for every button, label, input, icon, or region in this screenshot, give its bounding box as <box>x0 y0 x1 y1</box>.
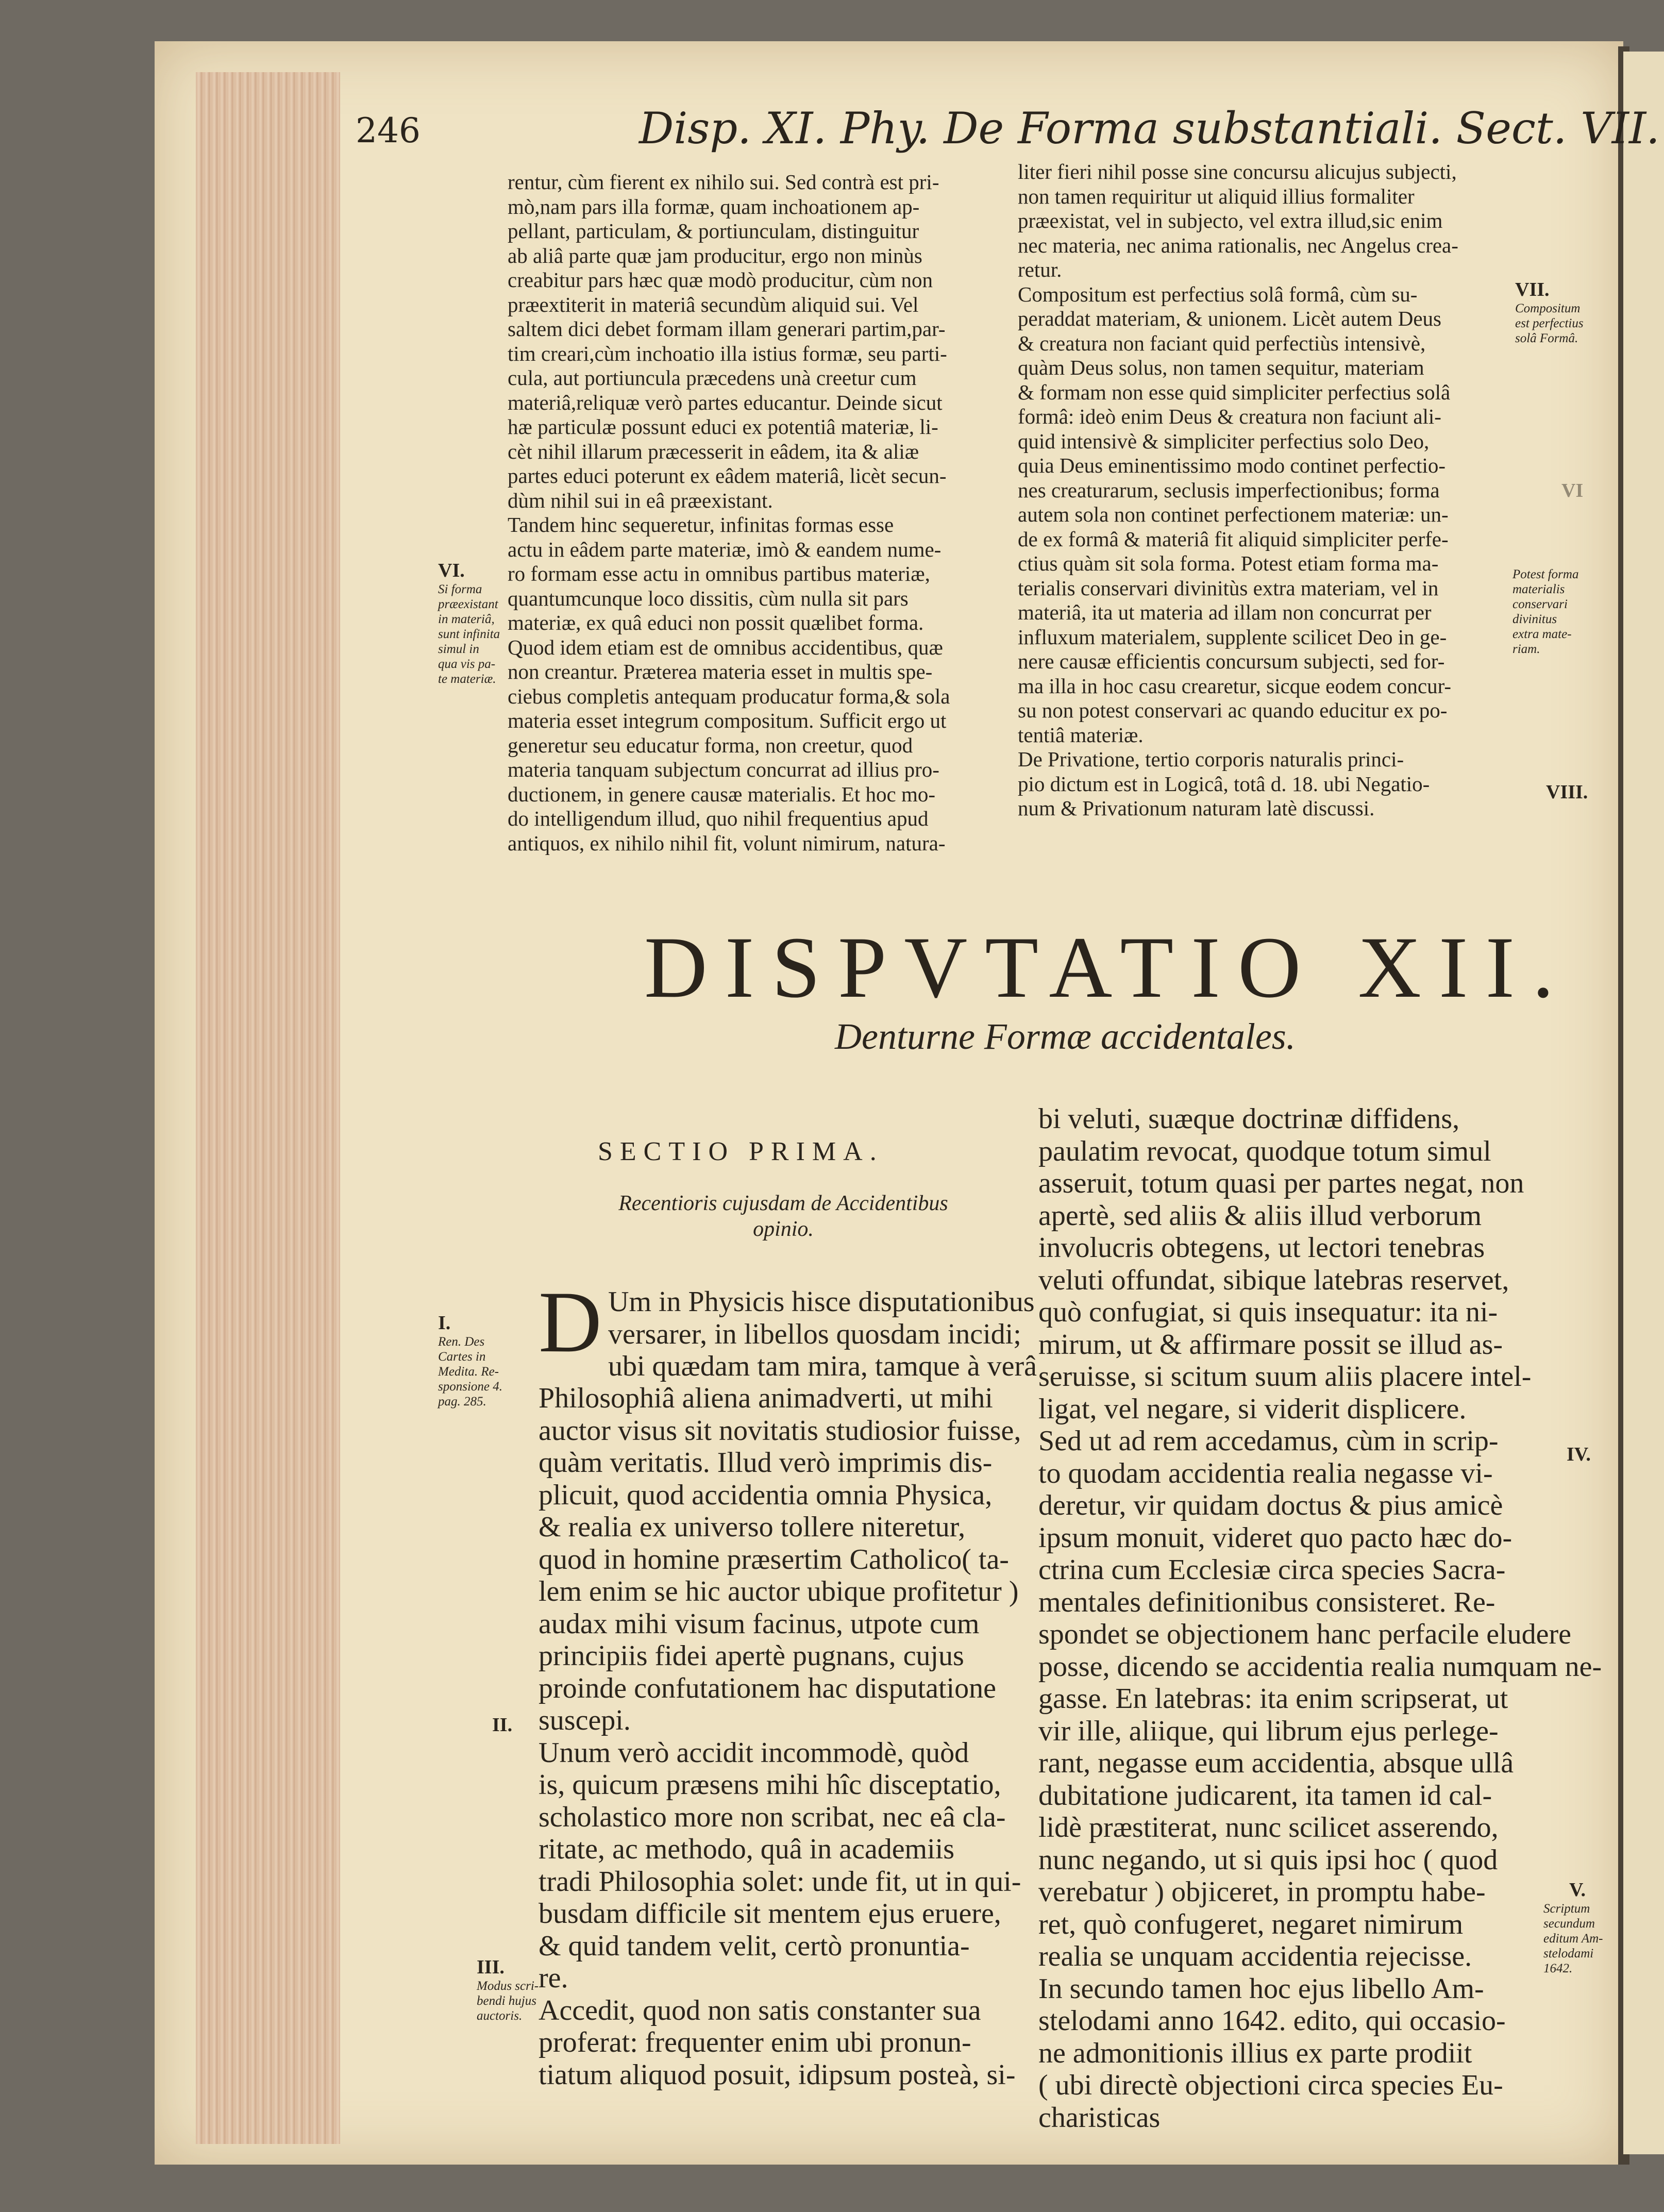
drop-capital: D <box>539 1273 602 1370</box>
text-line: peraddat materiam, & unionem. Licèt autem Deus <box>1018 307 1441 330</box>
margin-line: materialis <box>1512 582 1565 596</box>
text-line: ritate, ac methodo, quâ in academiis <box>539 1833 955 1865</box>
text-line: antiquos, ex nihilo nihil fit, volunt nimirum, natura- <box>508 831 946 855</box>
section-subheading-line-2: opinio. <box>753 1217 814 1241</box>
text-line: præextiterit in materiâ secundùm aliquid sui. Vel <box>508 292 919 316</box>
text-line: mirum, ut & affirmare possit se illud as- <box>1038 1328 1503 1361</box>
margin-numeral: VII. <box>1515 279 1550 300</box>
margin-line: sunt infinita <box>438 627 500 641</box>
text-line: asseruit, totum quasi per partes negat, non <box>1038 1167 1524 1199</box>
margin-line: divinitus <box>1512 612 1557 626</box>
text-line: ipsum monuit, videret quo pacto hæc do- <box>1038 1521 1512 1554</box>
margin-numeral: III. <box>477 1956 505 1978</box>
text-line: nec materia, nec anima rationalis, nec Angelus crea- <box>1018 233 1458 257</box>
margin-line: qua vis pa- <box>438 657 496 671</box>
text-line: tentiâ materiæ. <box>1018 723 1144 747</box>
text-line: dùm nihil sui in eâ præexistant. <box>508 488 773 512</box>
text-line: quàm veritatis. Illud verò imprimis dis- <box>539 1447 993 1479</box>
text-line: tim creari,cùm inchoatio illa istius formæ, seu parti- <box>508 341 947 365</box>
text-line: verebatur ) objiceret, in promptu habe- <box>1038 1876 1486 1908</box>
margin-note-text <box>1512 567 1598 657</box>
text-line: cèt nihil illarum præcesserit in eâdem, ita & aliæ <box>508 439 919 463</box>
text-line: principiis fidei apertè pugnans, cujus <box>539 1640 964 1672</box>
section-subheading <box>546 1191 1020 1242</box>
text-line: In secundo tamen hoc ejus libello Am- <box>1038 1972 1484 2005</box>
text-line: involucris obtegens, ut lectori tenebras <box>1038 1232 1485 1264</box>
margin-line: riam. <box>1512 642 1540 656</box>
margin-line: stelodami <box>1543 1947 1594 1960</box>
margin-line: Scriptum <box>1543 1902 1590 1916</box>
text-line: ro formam esse actu in omnibus partibus materiæ, <box>508 562 930 585</box>
page-edges <box>196 72 340 2144</box>
text-line: gasse. En latebras: ita enim scripserat, ut <box>1038 1683 1508 1715</box>
margin-line: præexistant <box>438 597 498 611</box>
margin-note-vi <box>438 559 505 686</box>
text-line: nunc negando, ut si quis ipsi hoc ( quod <box>1038 1844 1498 1876</box>
margin-note-text <box>477 1979 554 2023</box>
text-line: pellant, particulam, & portiunculam, distinguitur <box>508 219 919 243</box>
margin-note-text <box>1515 301 1598 346</box>
margin-numeral: VI. <box>438 560 465 581</box>
text-line: proinde confutationem hac disputatione <box>539 1672 996 1704</box>
text-line: formâ: ideò enim Deus & creatura non faciunt ali- <box>1018 405 1441 428</box>
text-line: is, quicum præsens mihi hîc disceptatio, <box>539 1769 1001 1801</box>
text-line: Um in Physicis hisce disputationibus <box>608 1286 1035 1318</box>
section-heading: SECTIO PRIMA. <box>598 1137 884 1166</box>
text-line: ma illa in hoc casu crearetur, sicque eodem concur- <box>1018 674 1452 698</box>
margin-numeral-viii: VIII. <box>1546 781 1588 803</box>
text-line: num & Privationum naturam latè discussi. <box>1018 796 1375 820</box>
running-title: Disp. XI. Phy. De Forma substantiali. Sect. VII. <box>639 103 1660 154</box>
text-line: ligat, vel negare, si viderit displicere. <box>1038 1393 1467 1425</box>
text-line: deretur, vir quidam doctus & pius amicè <box>1038 1489 1503 1521</box>
margin-numeral-faint: VI <box>1561 480 1584 501</box>
text-line: nere causæ efficientis concursum subjecti, sed for- <box>1018 649 1445 673</box>
page-number: 246 <box>356 111 421 150</box>
text-line: materiæ, ex quâ educi non possit quælibet forma. <box>508 611 924 634</box>
margin-note-text <box>1543 1901 1626 1976</box>
margin-note-text <box>438 582 505 686</box>
text-line: materiâ,reliquæ verò partes educantur. Deinde sicut <box>508 390 943 414</box>
margin-line: Medita. Re- <box>438 1365 499 1379</box>
text-line: liter fieri nihil posse sine concursu alicujus subjecti, <box>1018 160 1457 183</box>
text-line: rant, negasse eum accidentia, absque ullâ <box>1038 1747 1514 1779</box>
margin-numeral-iv: IV. <box>1567 1444 1591 1465</box>
text-line: Compositum est perfectius solâ formâ, cùm su- <box>1018 282 1418 306</box>
text-line: Philosophiâ aliena animadverti, ut mihi <box>539 1382 993 1414</box>
margin-line: conservari <box>1512 597 1568 611</box>
margin-numeral-ii: II. <box>492 1714 513 1736</box>
text-line: De Privatione, tertio corporis naturalis princi- <box>1018 747 1404 771</box>
text-line: Unum verò accidit incommodè, quòd <box>539 1736 969 1769</box>
text-line: versarer, in libellos quosdam incidi; <box>608 1318 1021 1350</box>
text-line: paulatim revocat, quodque totum simul <box>1038 1135 1491 1167</box>
text-line: tradi Philosophia solet: unde fit, ut in qui- <box>539 1865 1021 1898</box>
text-line: su non potest conservari ac quando educitur ex po- <box>1018 698 1448 722</box>
text-column-right-top <box>1018 160 1512 821</box>
text-line: ductionem, in genere causæ materialis. Et hoc mo- <box>508 782 935 806</box>
margin-numeral: I. <box>438 1312 451 1334</box>
text-line: Tandem hinc sequeretur, infinitas formas esse <box>508 513 894 537</box>
text-line: realia se unquam accidentia rejecisse. <box>1038 1940 1472 1972</box>
margin-note-iii <box>477 1956 554 2023</box>
text-line: to quodam accidentia realia negasse vi- <box>1038 1457 1493 1489</box>
text-line: proferat: frequenter enim ubi pronun- <box>539 2026 971 2058</box>
text-line: ubi quædam tam mira, tamque à verâ <box>608 1350 1037 1382</box>
text-line: lidè præstiterat, nunc scilicet asserendo, <box>1038 1812 1499 1844</box>
text-line: materia tanquam subjectum concurrat ad illius pro- <box>508 758 939 781</box>
margin-line: sponsione 4. <box>438 1380 502 1394</box>
margin-line: Modus scri- <box>477 1979 539 1993</box>
text-line: re. <box>539 1962 568 1994</box>
margin-note-text <box>438 1334 520 1409</box>
text-line: Accedit, quod non satis constanter sua <box>539 1994 981 2026</box>
text-line: actu in eâdem parte materiæ, imò & eandem nume- <box>508 537 942 561</box>
text-line: generetur seu educatur forma, non creetur, quod <box>508 733 913 757</box>
disputatio-subtitle: Denturne Formæ accidentales. <box>835 1016 1296 1057</box>
text-line: ab aliâ parte quæ jam producitur, ergo non minùs <box>508 243 922 267</box>
margin-note-vii <box>1515 278 1598 346</box>
text-line: spondet se objectionem hanc perfacile eludere <box>1038 1618 1571 1650</box>
text-line: stelodami anno 1642. edito, qui occasio- <box>1038 2005 1506 2037</box>
text-line: materia esset integrum compositum. Sufficit ergo ut <box>508 709 947 732</box>
margin-line: Ren. Des <box>438 1335 485 1349</box>
text-line: veluti offundat, sibique latebras reservet, <box>1038 1264 1509 1296</box>
margin-note-i <box>438 1312 520 1409</box>
text-line: de ex formâ & materiâ fit aliquid simpliciter perfe- <box>1018 527 1449 551</box>
margin-line: Si forma <box>438 582 482 596</box>
text-line: non tamen requiritur ut aliquid illius formaliter <box>1018 184 1415 208</box>
text-line: materiâ, ita ut materia ad illam non concurrat per <box>1018 600 1432 624</box>
margin-line: Cartes in <box>438 1350 486 1364</box>
margin-line: in materiâ, <box>438 612 495 626</box>
text-line: quàm Deus solus, non tamen sequitur, materiam <box>1018 356 1424 379</box>
text-line: do intelligendum illud, quo nihil frequentius apud <box>508 807 929 830</box>
text-line: quod in homine præsertim Catholico( ta- <box>539 1543 1009 1576</box>
text-line: cula, aut portiuncula præcedens unà creetur cum <box>508 366 917 390</box>
text-line: tiatum aliquod posuit, idipsum posteà, si- <box>539 2058 1016 2091</box>
text-column-left-bottom-indented <box>608 1286 1037 1383</box>
text-line: & quid tandem velit, certò pronuntia- <box>539 1930 970 1962</box>
text-line: præexistat, vel in subjecto, vel extra illud,sic enim <box>1018 209 1443 232</box>
margin-numeral: V. <box>1569 1879 1586 1901</box>
margin-line: solâ Formâ. <box>1515 331 1578 345</box>
text-line: pio dictum est in Logicâ, totâ d. 18. ubi Negatio- <box>1018 772 1430 796</box>
text-line: partes educi poterunt ex eâdem materiâ, licèt secun- <box>508 464 947 488</box>
text-line: audax mihi visum facinus, utpote cum <box>539 1607 980 1640</box>
text-line: autem sola non continet perfectionem materiæ: un- <box>1018 502 1449 526</box>
text-line: quid intensivè & simpliciter perfectius solo Deo, <box>1018 429 1430 453</box>
margin-line: te materiæ. <box>438 672 496 686</box>
text-line: quantumcunque loco dissitis, cùm nulla sit pars <box>508 586 909 610</box>
margin-note-v <box>1543 1879 1626 1976</box>
text-line: saltem dici debet formam illam generari partim,par- <box>508 317 946 341</box>
text-column-left-bottom <box>539 1382 1023 2091</box>
text-line: mentales definitionibus consisteret. Re- <box>1038 1586 1495 1618</box>
text-line: & creatura non faciant quid perfectiùs intensivè, <box>1018 331 1426 355</box>
text-line: influxum materialem, supplente scilicet Deo in ge- <box>1018 625 1447 649</box>
text-line: quia Deus eminentissimo modo continet perfectio- <box>1018 454 1446 477</box>
margin-line: extra mate- <box>1512 627 1572 641</box>
text-line: ctius quàm sit sola forma. Potest etiam forma ma- <box>1018 551 1439 575</box>
text-line: & formam non esse quid simpliciter perfectius solâ <box>1018 380 1451 404</box>
text-line: nes creaturarum, seclusis imperfectionibus; forma <box>1018 478 1440 502</box>
text-line: rentur, cùm fierent ex nihilo sui. Sed contrà est pri- <box>508 170 939 194</box>
margin-line: 1642. <box>1543 1962 1573 1975</box>
text-line: auctor visus sit novitatis studiosior fuisse, <box>539 1414 1021 1447</box>
text-line: terialis conservari divinitùs extra materiam, vel in <box>1018 576 1439 600</box>
text-line: ciebus completis antequam producatur forma,& sola <box>508 684 950 708</box>
text-line: Sed ut ad rem accedamus, cùm in scrip- <box>1038 1425 1499 1457</box>
margin-line: Compositum <box>1515 301 1581 315</box>
text-line: vir ille, aliique, qui librum ejus perlege- <box>1038 1715 1499 1747</box>
margin-line: Potest forma <box>1512 567 1579 581</box>
text-line: ne admonitionis illius ex parte prodiit <box>1038 2037 1472 2069</box>
margin-line: editum Am- <box>1543 1932 1603 1946</box>
text-line: retur. <box>1018 258 1062 281</box>
text-line: bi veluti, suæque doctrinæ diffidens, <box>1038 1103 1460 1135</box>
text-line: non creantur. Præterea materia esset in multis spe- <box>508 660 933 683</box>
text-line: scholastico more non scribat, nec eâ cla- <box>539 1801 1006 1833</box>
text-line: ( ubi directè objectioni circa species Eu- <box>1038 2069 1503 2101</box>
facing-page-edge <box>1623 52 1664 2154</box>
text-line: plicuit, quod accidentia omnia Physica, <box>539 1479 993 1511</box>
text-line: quò confugiat, si quis insequatur: ita ni- <box>1038 1296 1498 1328</box>
margin-line: simul in <box>438 642 479 656</box>
text-line: lem enim se hic auctor ubique profitetur ) <box>539 1576 1019 1607</box>
margin-line: bendi hujus <box>477 1994 536 2008</box>
text-line: Quod idem etiam est de omnibus accidentibus, quæ <box>508 635 943 659</box>
margin-line: est perfectius <box>1515 316 1584 330</box>
disputatio-title: DISPVTATIO XII. <box>644 919 1572 1016</box>
margin-note-potest <box>1512 567 1598 657</box>
margin-line: auctoris. <box>477 2009 523 2023</box>
text-line: & realia ex universo tollere niteretur, <box>539 1511 966 1543</box>
text-column-left-top <box>508 170 1002 856</box>
margin-line: secundum <box>1543 1917 1595 1931</box>
text-line: mò,nam pars illa formæ, quam inchoationem ap- <box>508 194 920 219</box>
text-line: busdam difficile sit mentem ejus eruere, <box>539 1898 1001 1930</box>
text-line: seruisse, si scitum suum aliis placere intel- <box>1038 1361 1532 1393</box>
text-line: posse, dicendo se accidentia realia numquam ne- <box>1038 1650 1602 1683</box>
text-line: apertè, sed aliis & aliis illud verborum <box>1038 1199 1482 1232</box>
text-line: ctrina cum Ecclesiæ circa species Sacra- <box>1038 1554 1506 1586</box>
text-line: ret, quò confugeret, negaret nimirum <box>1038 1908 1464 1940</box>
text-line: suscepi. <box>539 1704 631 1736</box>
margin-line: pag. 285. <box>438 1395 486 1409</box>
section-subheading-line-1: Recentioris cujusdam de Accidentibus <box>618 1192 948 1215</box>
text-line: creabitur pars hæc quæ modò producitur, cùm non <box>508 268 933 292</box>
text-line: hæ particulæ possunt educi ex potentiâ materiæ, li- <box>508 415 938 439</box>
text-line: charisticas <box>1038 2101 1161 2134</box>
text-line: dubitatione judicarent, ita tamen id cal- <box>1038 1779 1492 1812</box>
